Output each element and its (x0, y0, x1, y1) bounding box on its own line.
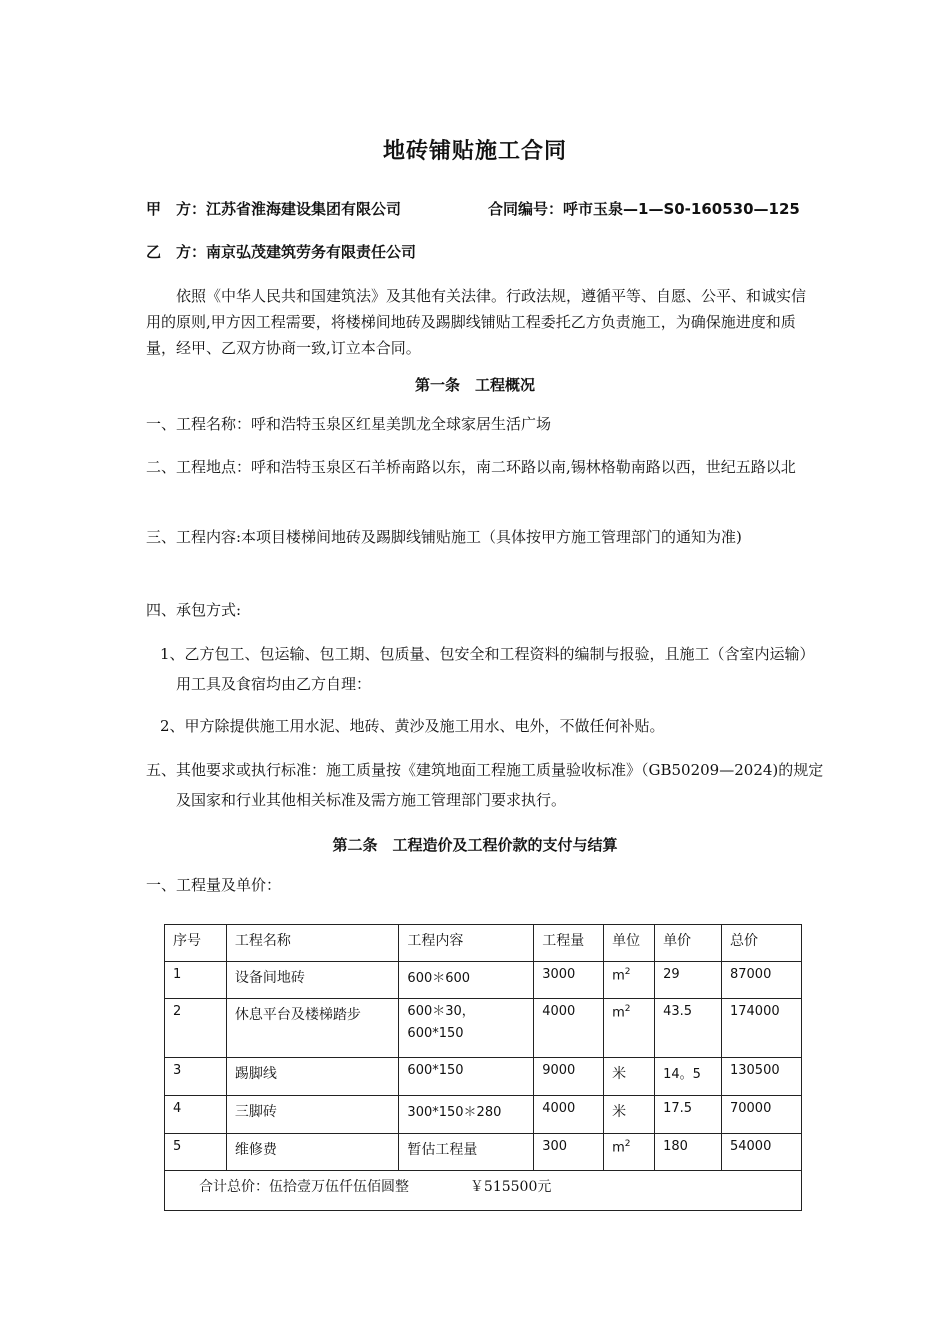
cell-no: 5 (165, 1134, 227, 1171)
cell-content: 600＊600 (399, 962, 534, 999)
cell-total: 174000 (721, 999, 801, 1058)
cell-no: 4 (165, 1096, 227, 1134)
cell-unit-price: 43.5 (655, 999, 722, 1058)
item-contract-method-1: 1、乙方包工、包运输、包工期、包质量、包安全和工程资料的编制与报验，且施工（含室内运输）用工具及食宿均由乙方自理： (160, 645, 815, 693)
cell-unit-price: 17.5 (655, 1096, 722, 1134)
cell-content: 600＊30，600*150 (399, 999, 534, 1058)
cell-total: 70000 (721, 1096, 801, 1134)
cell-unit (604, 999, 655, 1058)
unit-superscript: 2 (624, 1004, 631, 1014)
total-label: 合计总价：伍拾壹万伍仟伍佰圆整 (199, 1179, 409, 1195)
cell-quantity: 4000 (534, 1096, 604, 1134)
cell-unit (604, 1096, 655, 1134)
header-unit: 单位 (604, 925, 655, 962)
unit-superscript: 2 (624, 1139, 631, 1149)
article-1-heading: 第一条 工程概况 (414, 376, 535, 394)
item-contract-method-2: 2、甲方除提供施工用水泥、地砖、黄沙及施工用水、电外，不做任何补贴。 (160, 717, 665, 735)
cell-unit (604, 1134, 655, 1171)
item-standards: 五、其他要求或执行标准：施工质量按《建筑地面工程施工质量验收标准》（GB50209—2024)的规定及国家和行业其他相关标准及需方施工管理部门要求执行。 (146, 761, 824, 809)
article-2-heading: 第二条 工程造价及工程价款的支付与结算 (332, 836, 618, 854)
cell-total-summary (165, 1171, 802, 1211)
contract-number: 合同编号：呼市玉泉—1—S0-160530—125 (488, 200, 800, 218)
cell-name: 休息平台及楼梯踏步 (226, 999, 399, 1058)
cell-content: 暂估工程量 (399, 1134, 534, 1171)
item-project-content: 三、工程内容:本项目楼梯间地砖及踢脚线铺贴施工（具体按甲方施工管理部门的通知为准) (146, 528, 742, 546)
table-row (165, 1058, 802, 1096)
header-unit-price: 单价 (655, 925, 722, 962)
header-content: 工程内容 (399, 925, 534, 962)
quantity-price-table (164, 924, 802, 1211)
unit-text: m (612, 1140, 625, 1156)
unit-text: 米 (612, 1104, 627, 1120)
header-no: 序号 (165, 925, 227, 962)
header-quantity: 工程量 (534, 925, 604, 962)
cell-no: 1 (165, 962, 227, 999)
cell-unit-price: 29 (655, 962, 722, 999)
item-project-name: 一、工程名称：呼和浩特玉泉区红星美凯龙全球家居生活广场 (146, 415, 552, 433)
party-b: 乙 方：南京弘茂建筑劳务有限责任公司 (146, 243, 417, 261)
cell-quantity: 9000 (534, 1058, 604, 1096)
party-a: 甲 方：江苏省淮海建设集团有限公司 (146, 200, 402, 218)
table-row (165, 1096, 802, 1134)
document-title: 地砖铺贴施工合同 (382, 139, 567, 164)
unit-superscript: 2 (624, 967, 631, 977)
table-row (165, 999, 802, 1058)
cell-content: 300*150＊280 (399, 1096, 534, 1134)
unit-text: 米 (612, 1066, 627, 1082)
cell-unit (604, 962, 655, 999)
cell-unit-price: 180 (655, 1134, 722, 1171)
cell-unit-price: 14。5 (655, 1058, 722, 1096)
intro-paragraph: 依照《中华人民共和国建筑法》及其他有关法律。行政法规，遵循平等、自愿、公平、和诚实信用的原则,甲方因工程需要，将楼梯间地砖及踢脚线铺贴工程委托乙方负责施工，为确保施进度和质量，经甲、乙双方协商一致,订立本合同。 (146, 287, 807, 357)
header-name: 工程名称 (226, 925, 399, 962)
table-row (165, 962, 802, 999)
cell-total: 87000 (721, 962, 801, 999)
cell-name: 踢脚线 (226, 1058, 399, 1096)
cell-content: 600*150 (399, 1058, 534, 1096)
table-row (165, 1134, 802, 1171)
total-amount: ￥515500元 (469, 1179, 552, 1195)
unit-text: m (612, 1005, 625, 1021)
quantity-heading: 一、工程量及单价： (146, 876, 282, 894)
cell-total: 130500 (721, 1058, 801, 1096)
table-header-row (165, 925, 802, 962)
cell-unit (604, 1058, 655, 1096)
cell-name: 设备间地砖 (226, 962, 399, 999)
cell-name: 三脚砖 (226, 1096, 399, 1134)
item-project-location: 二、工程地点：呼和浩特玉泉区石羊桥南路以东，南二环路以南,锡林格勒南路以西，世纪五路以北 (146, 458, 796, 476)
cell-no: 3 (165, 1058, 227, 1096)
cell-total: 54000 (721, 1134, 801, 1171)
unit-text: m (612, 968, 625, 984)
table-total-row (165, 1171, 802, 1211)
cell-quantity: 300 (534, 1134, 604, 1171)
header-total: 总价 (721, 925, 801, 962)
item-contract-method: 四、承包方式: (146, 601, 242, 619)
cell-name: 维修费 (226, 1134, 399, 1171)
cell-quantity: 3000 (534, 962, 604, 999)
cell-quantity: 4000 (534, 999, 604, 1058)
cell-no: 2 (165, 999, 227, 1058)
